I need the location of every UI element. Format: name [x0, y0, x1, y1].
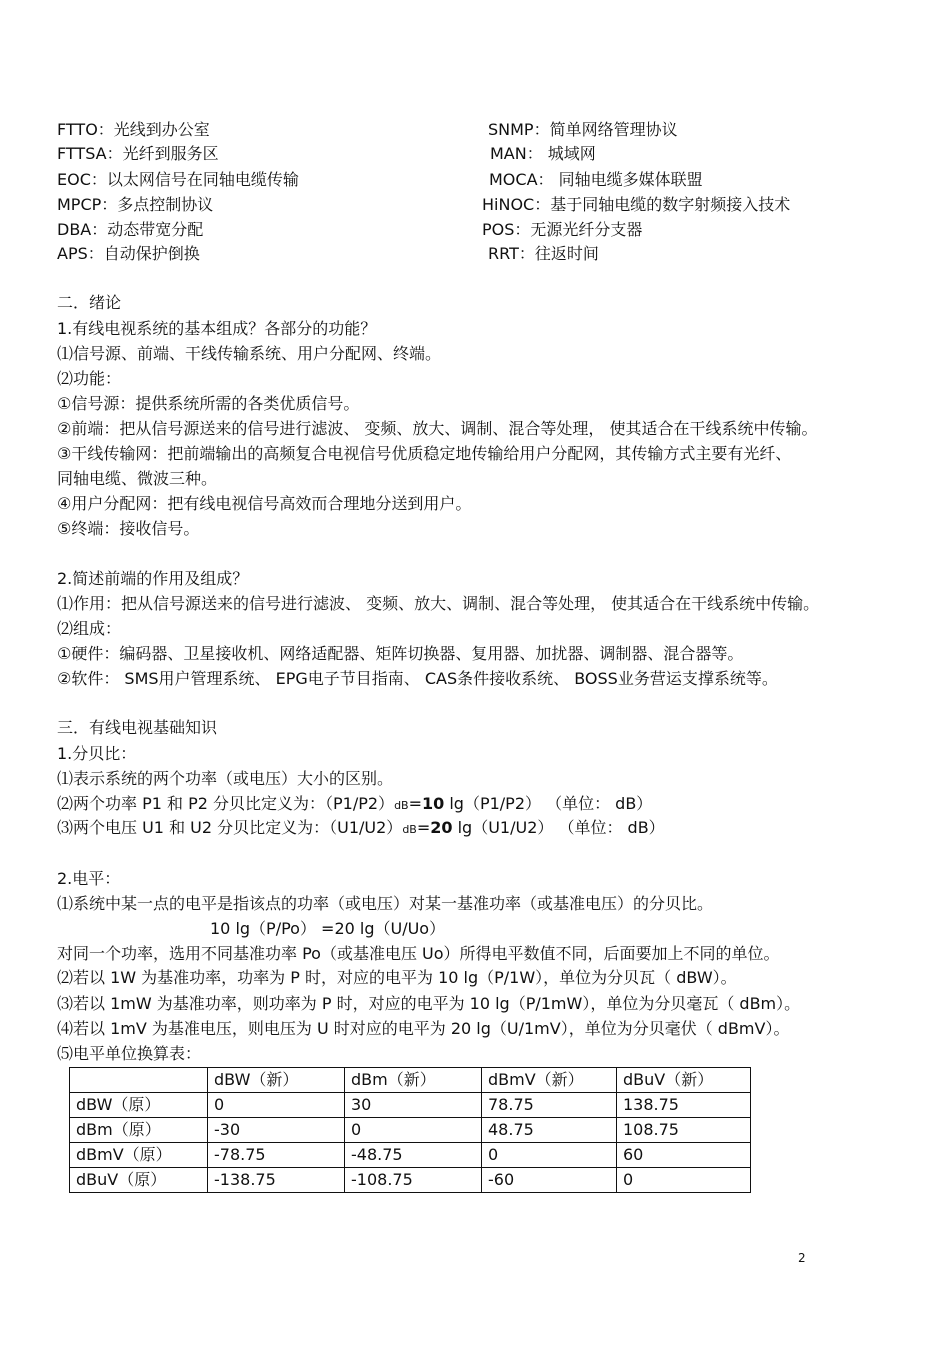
- level-conversion-table: [69, 1067, 751, 1193]
- abbr-fttsa: FTTSA：光纤到服务区: [57, 144, 219, 163]
- abbr-ftto: FTTO：光线到办公室: [57, 120, 210, 139]
- abbr-rrt: RRT：往返时间: [488, 244, 599, 263]
- abbr-pos: POS：无源光纤分支器: [482, 220, 643, 239]
- paragraph-line: ①信号源：提供系统所需的各类优质信号。: [57, 394, 360, 413]
- table-row-label: dBuV（原）: [70, 1168, 208, 1193]
- table-cell: -138.75: [208, 1168, 345, 1193]
- table-cell: 108.75: [617, 1118, 751, 1143]
- formula-power-ratio: ⑵两个功率 P1 和 P2 分贝比定义为：（P1/P2）dB=10 lg（P1/P2） （单位： dB）: [57, 794, 653, 813]
- question-1: 1.有线电视系统的基本组成？各部分的功能？: [57, 319, 377, 338]
- paragraph-line: ①硬件：编码器、卫星接收机、网络适配器、矩阵切换器、复用器、加扰器、调制器、混合器等。: [57, 644, 744, 663]
- paragraph-line: ③干线传输网：把前端输出的高频复合电视信号优质稳定地传输给用户分配网，其传输方式主要有光纤、: [57, 444, 792, 463]
- formula-level: 10 lg（P/Po） =20 lg（U/Uo）: [210, 919, 446, 938]
- table-header-cell: [70, 1068, 208, 1093]
- table-cell: 138.75: [617, 1093, 751, 1118]
- paragraph-line: ⑤终端：接收信号。: [57, 519, 200, 538]
- table-header-cell: dBm（新）: [345, 1068, 482, 1093]
- table-cell: 78.75: [482, 1093, 617, 1118]
- table-cell: 0: [208, 1093, 345, 1118]
- table-caption: ⑸电平单位换算表：: [57, 1044, 202, 1063]
- abbr-man: MAN： 城域网: [490, 144, 596, 163]
- table-cell: 0: [617, 1168, 751, 1193]
- paragraph-line: ⑶若以 1mW 为基准功率，则功率为 P 时，对应的电平为 10 lg（P/1mW），单位为分贝毫瓦（ dBm）。: [57, 994, 801, 1013]
- table-header-cell: dBW（新）: [208, 1068, 345, 1093]
- table-cell: 0: [345, 1118, 482, 1143]
- paragraph-line: ⑴信号源、前端、干线传输系统、用户分配网、终端。: [57, 344, 442, 363]
- abbr-hinoc: HiNOC：基于同轴电缆的数字射频接入技术: [482, 195, 791, 214]
- paragraph-line: ②前端：把从信号源送来的信号进行滤波、 变频、放大、调制、混合等处理， 使其适合在干线系统中传输。: [57, 419, 818, 438]
- section-heading-intro: 二．绪论: [57, 293, 122, 312]
- table-cell: 60: [617, 1143, 751, 1168]
- abbr-mpcp: MPCP：多点控制协议: [57, 195, 214, 214]
- table-cell: -48.75: [345, 1143, 482, 1168]
- table-cell: -78.75: [208, 1143, 345, 1168]
- table-row-label: dBm（原）: [70, 1118, 208, 1143]
- abbr-snmp: SNMP：简单网络管理协议: [488, 120, 678, 139]
- section-heading-basics: 三．有线电视基础知识: [57, 718, 218, 737]
- paragraph-line: ⑵若以 1W 为基准功率，功率为 P 时，对应的电平为 10 lg（P/1W），单位为分贝瓦（ dBW）。: [57, 968, 737, 987]
- table-cell: -30: [208, 1118, 345, 1143]
- paragraph-line: ⑴作用：把从信号源送来的信号进行滤波、 变频、放大、调制、混合等处理， 使其适合在干线系统中传输。: [57, 594, 820, 613]
- question-decibel-ratio: 1.分贝比：: [57, 744, 137, 763]
- abbr-aps: APS：自动保护倒换: [57, 244, 200, 263]
- table-row: [70, 1143, 751, 1168]
- table-cell: -60: [482, 1168, 617, 1193]
- table-header-row: [70, 1068, 751, 1093]
- paragraph-line: ②软件： SMS用户管理系统、 EPG电子节目指南、 CAS条件接收系统、 BOSS业务营运支撑系统等。: [57, 669, 778, 688]
- abbr-eoc: EOC：以太网信号在同轴电缆传输: [57, 170, 299, 189]
- table-row: [70, 1118, 751, 1143]
- paragraph-line: ⑵组成：: [57, 619, 122, 638]
- table-cell: 48.75: [482, 1118, 617, 1143]
- table-cell: -108.75: [345, 1168, 482, 1193]
- question-2: 2.简述前端的作用及组成？: [57, 569, 249, 588]
- table-cell: 0: [482, 1143, 617, 1168]
- paragraph-line: ⑴表示系统的两个功率（或电压）大小的区别。: [57, 769, 394, 788]
- table-row-label: dBmV（原）: [70, 1143, 208, 1168]
- paragraph-line: ④用户分配网：把有线电视信号高效而合理地分送到用户。: [57, 494, 472, 513]
- paragraph-line: 同轴电缆、微波三种。: [57, 469, 218, 488]
- abbr-moca: MOCA： 同轴电缆多媒体联盟: [489, 170, 703, 189]
- table-row-label: dBW（原）: [70, 1093, 208, 1118]
- table-row: [70, 1093, 751, 1118]
- formula-voltage-ratio: ⑶两个电压 U1 和 U2 分贝比定义为：（U1/U2）dB=20 lg（U1/U2） （单位： dB）: [57, 818, 665, 837]
- table-cell: 30: [345, 1093, 482, 1118]
- page-number: 2: [798, 1251, 806, 1265]
- table-header-cell: dBuV（新）: [617, 1068, 751, 1093]
- question-level: 2.电平：: [57, 869, 121, 888]
- paragraph-line: ⑵功能：: [57, 369, 122, 388]
- paragraph-line: 对同一个功率，选用不同基准功率 Po（或基准电压 Uo）所得电平数值不同，后面要加上不同的单位。: [57, 944, 780, 963]
- table-row: [70, 1168, 751, 1193]
- paragraph-line: ⑷若以 1mV 为基准电压，则电压为 U 时对应的电平为 20 lg（U/1mV），单位为分贝毫伏（ dBmV）。: [57, 1019, 790, 1038]
- table-header-cell: dBmV（新）: [482, 1068, 617, 1093]
- paragraph-line: ⑴系统中某一点的电平是指该点的功率（或电压）对某一基准功率（或基准电压）的分贝比。: [57, 894, 714, 913]
- abbr-dba: DBA：动态带宽分配: [57, 220, 204, 239]
